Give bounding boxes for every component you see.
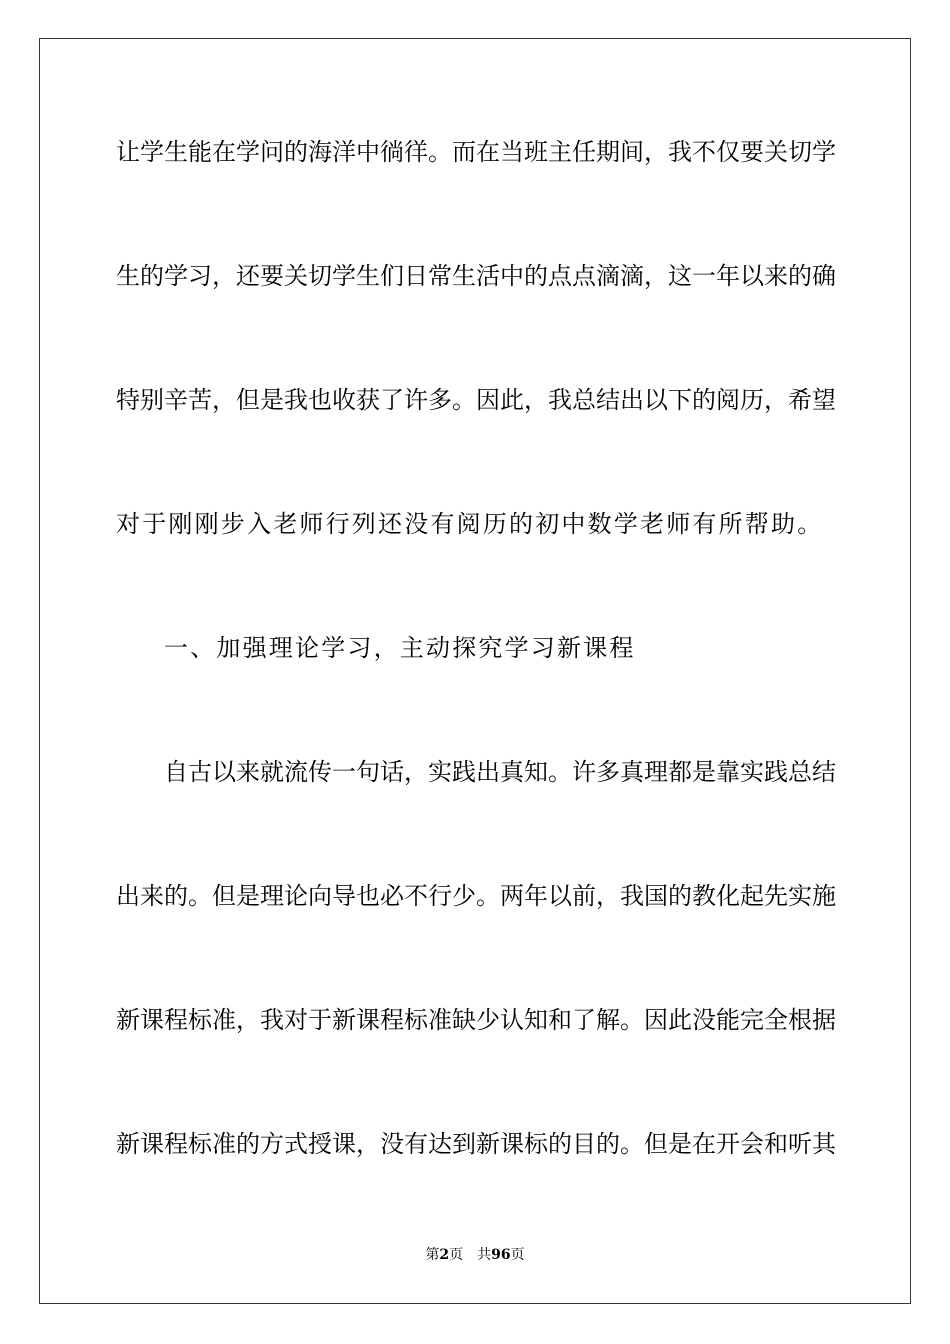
page-border bbox=[39, 38, 911, 1304]
body-line-1: 让学生能在学问的海洋中徜徉。而在当班主任期间，我不仅要关切学 bbox=[116, 138, 836, 166]
body-line-6: 自古以来就流传一句话，实践出真知。许多真理都是靠实践总结 bbox=[164, 758, 836, 786]
body-line-9: 新课程标准的方式授课，没有达到新课标的目的。但是在开会和听其 bbox=[116, 1130, 836, 1158]
total-prefix: 共 bbox=[477, 1247, 492, 1263]
body-line-8: 新课程标准，我对于新课程标准缺少认知和了解。因此没能完全根据 bbox=[116, 1006, 836, 1034]
body-line-2: 生的学习，还要关切学生们日常生活中的点点滴滴，这一年以来的确 bbox=[116, 262, 836, 290]
body-line-3: 特别辛苦，但是我也收获了许多。因此，我总结出以下的阅历，希望 bbox=[116, 386, 836, 414]
body-line-7: 出来的。但是理论向导也必不行少。两年以前，我国的教化起先实施 bbox=[116, 882, 836, 910]
section-heading: 一、加强理论学习，主动探究学习新课程 bbox=[164, 634, 636, 662]
page-footer bbox=[0, 1246, 950, 1264]
total-pages: 96 bbox=[491, 1247, 511, 1263]
total-suffix: 页 bbox=[510, 1247, 525, 1263]
page-number: 2 bbox=[439, 1247, 450, 1263]
page-suffix: 页 bbox=[449, 1247, 464, 1263]
page-prefix: 第 bbox=[425, 1247, 440, 1263]
body-line-4: 对于刚刚步入老师行列还没有阅历的初中数学老师有所帮助。 bbox=[116, 510, 824, 538]
